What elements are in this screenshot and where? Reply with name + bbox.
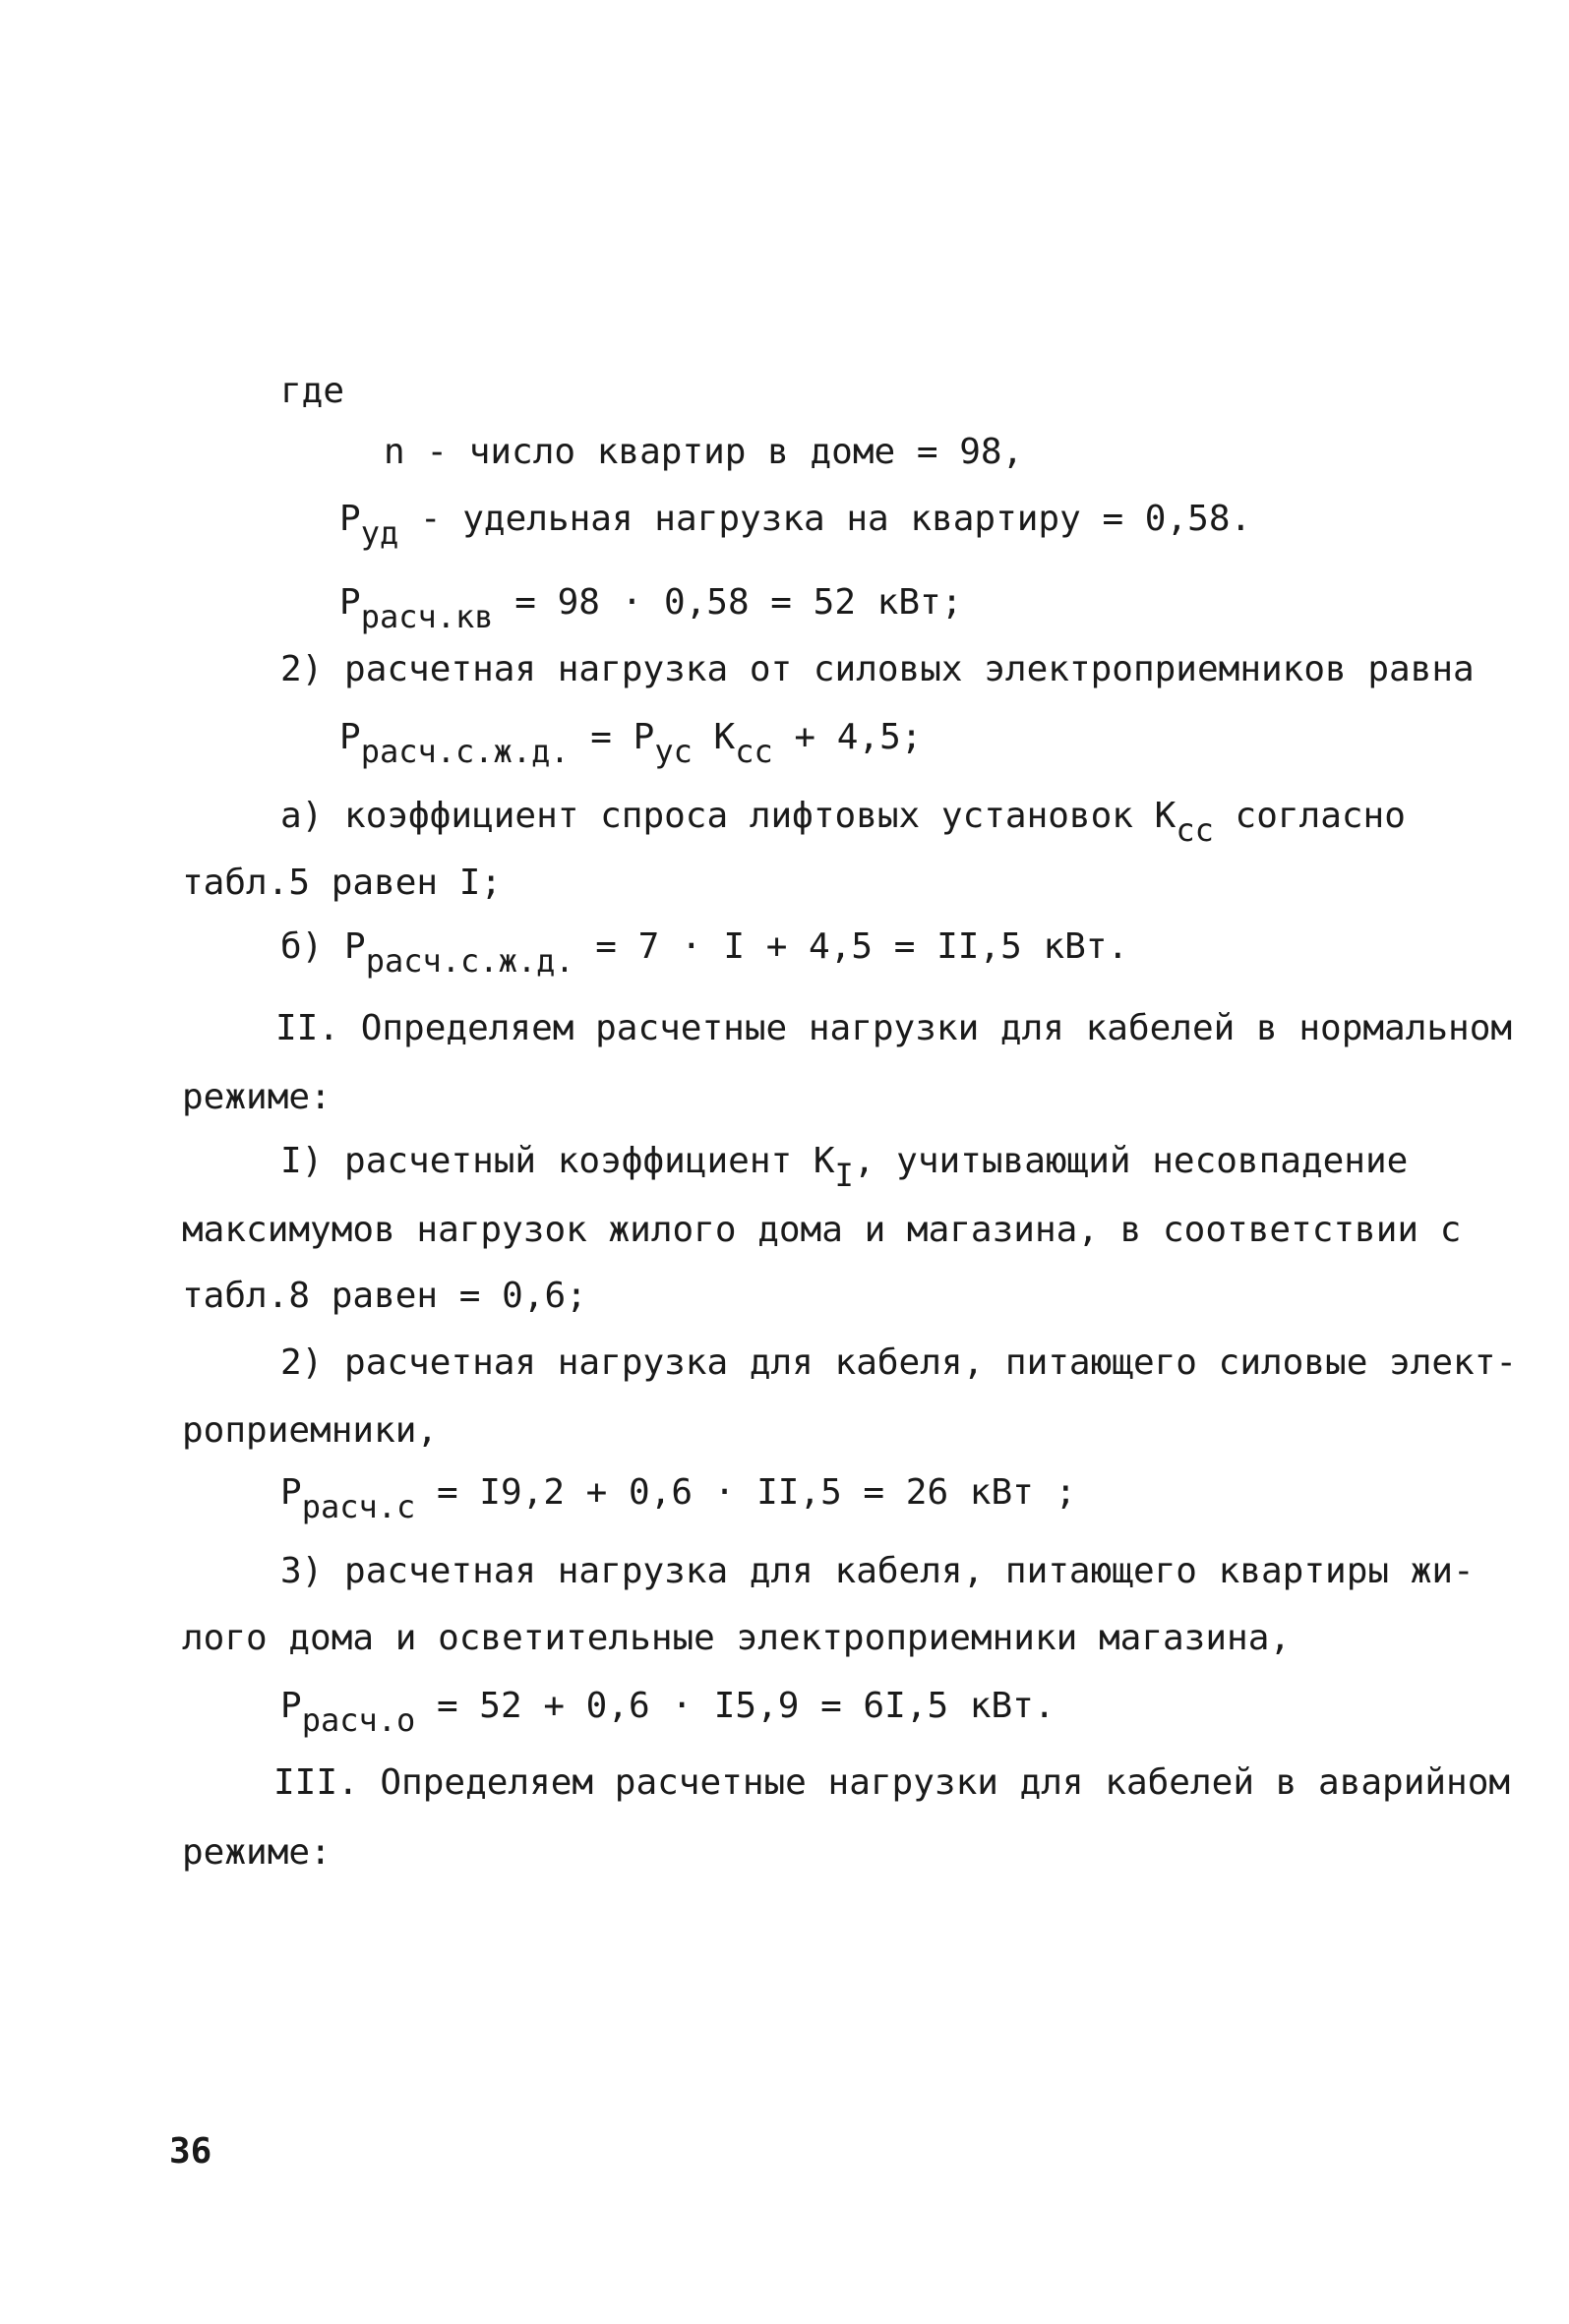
page-number: 36 <box>169 2131 212 2172</box>
text-line-table8: табл.8 равен = 0,6; <box>182 1276 587 1316</box>
text-line-item-3-cable: 3) расчетная нагрузка для кабеля, питающего квартиры жи- <box>280 1551 1475 1591</box>
text-line-table5: табл.5 равен I; <box>182 863 503 903</box>
section-heading-normal-mode: II. Определяем расчетные нагрузки для кабелей в нормальном <box>275 1008 1513 1048</box>
text-line-where: где <box>280 371 345 411</box>
text-line-item-1-coefficient: I) расчетный коэффициент $K_I$, учитывающий несовпадение <box>280 1141 1409 1194</box>
text-line-maxima: максимумов нагрузок жилого дома и магазина, в соответствии с <box>182 1210 1462 1250</box>
formula-p-calc-power: $P_{расч.с.ж.д.} = P_{ус}$ $K_{сс} + 4,5$; <box>339 717 923 770</box>
section-heading-emergency-mode: III. Определяем расчетные нагрузки для кабелей в аварийном <box>273 1762 1511 1803</box>
text-line-item-a: а) коэффициент спроса лифтовых установок $K_{сс}$ согласно <box>280 796 1406 849</box>
text-line-item-2-cable: 2) расчетная нагрузка для кабеля, питающего силовые элект- <box>280 1342 1518 1383</box>
formula-item-b: б) $P_{расч.с.ж.д.} = 7 \cdot I + 4,5 = II,5$ кВт. <box>280 926 1129 980</box>
text-line-n-definition: n - число квартир в доме = 98, <box>384 432 1024 472</box>
formula-p-calc-apartments: $P_{расч.кв} = 98 \cdot 0,58 = 52$ кВт; <box>339 582 963 635</box>
text-line-item-2: 2) расчетная нагрузка от силовых электроприемников равна <box>280 649 1475 689</box>
text-line-pud-definition: $P_{уд}$ - удельная нагрузка на квартиру = 0,58. <box>339 499 1252 552</box>
text-line-mode-emergency: режиме: <box>182 1832 332 1873</box>
text-line-receivers: роприемники, <box>182 1410 439 1451</box>
formula-p-calc-c: $P_{расч.с} = I9,2 + 0,6 \cdot II,5 = 26$ кВт ; <box>280 1472 1077 1525</box>
text-line-house-lighting: лого дома и осветительные электроприемники магазина, <box>182 1618 1292 1658</box>
formula-p-calc-o: $P_{расч.о} = 52 + 0,6 \cdot I5,9 = 6I,5$ кВт. <box>280 1686 1056 1739</box>
text-line-mode: режиме: <box>182 1077 332 1117</box>
